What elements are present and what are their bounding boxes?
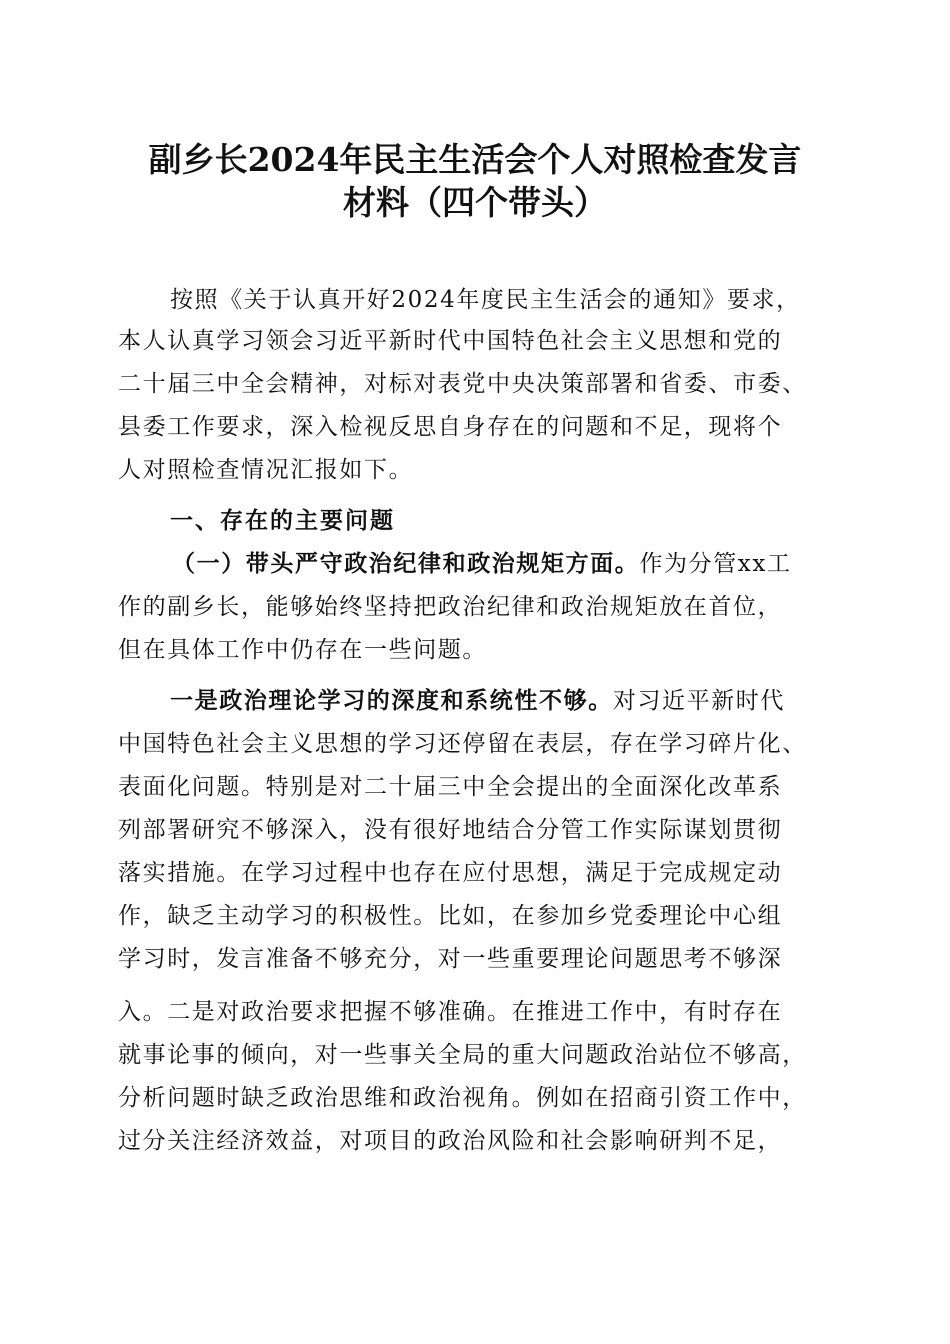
- point-1-line-6: 作，缺乏主动学习的积极性。比如，在参加乡党委理论中心组: [118, 903, 783, 929]
- point-1-line-7: 学习时，发言准备不够充分，对一些重要理论问题思考不够深: [118, 946, 783, 972]
- document-title-line-1: 副乡长2024年民主生活会个人对照检查发言: [148, 140, 802, 179]
- subsection-1-line-1-text: 作为分管xx工: [639, 551, 792, 577]
- point-1-line-9: 就事论事的倾向，对一些事关全局的重大问题政治站位不够高，: [118, 1042, 807, 1068]
- point-1-line-2: 中国特色社会主义思想的学习还停留在表层，存在学习碎片化、: [118, 731, 807, 757]
- point-1-bold-lead: 一是政治理论学习的深度和系统性不够。: [170, 687, 613, 714]
- point-1-line-10: 分析问题时缺乏政治思维和政治视角。例如在招商引资工作中，: [118, 1085, 807, 1111]
- intro-line-4: 县委工作要求，深入检视反思自身存在的问题和不足，现将个: [118, 414, 783, 440]
- subsection-1-line-3: 但在具体工作中仍存在一些问题。: [118, 637, 487, 663]
- section-heading-1: 一、存在的主要问题: [170, 508, 395, 534]
- intro-line-2: 本人认真学习领会习近平新时代中国特色社会主义思想和党的: [118, 328, 783, 354]
- subsection-1-line-2: 作的副乡长，能够始终坚持把政治纪律和政治规矩放在首位，: [118, 594, 783, 620]
- point-1-line-5: 落实措施。在学习过程中也存在应付思想，满足于完成规定动: [118, 860, 783, 886]
- subsection-1-bold-lead: （一）带头严守政治纪律和政治规矩方面。: [172, 550, 640, 577]
- intro-line-1: 按照《关于认真开好2024年度民主生活会的通知》要求，: [170, 287, 801, 313]
- point-1-line-1-text: 对习近平新时代: [612, 688, 786, 714]
- intro-line-3: 二十届三中全会精神，对标对表党中央决策部署和省委、市委、: [118, 371, 807, 397]
- subsection-1-line-1: [172, 546, 892, 582]
- point-1-line-4: 列部署研究不够深入，没有很好地结合分管工作实际谋划贯彻: [118, 817, 783, 843]
- point-1-line-3: 表面化问题。特别是对二十届三中全会提出的全面深化改革系: [118, 774, 783, 800]
- point-1-line-11: 过分关注经济效益，对项目的政治风险和社会影响研判不足，: [118, 1128, 783, 1154]
- intro-line-5: 人对照检查情况汇报如下。: [118, 457, 414, 483]
- point-1-line-1: [170, 683, 890, 719]
- point-1-line-8: 入。二是对政治要求把握不够准确。在推进工作中，有时存在: [118, 999, 783, 1025]
- document-title-line-2: 材料（四个带头）: [343, 183, 607, 222]
